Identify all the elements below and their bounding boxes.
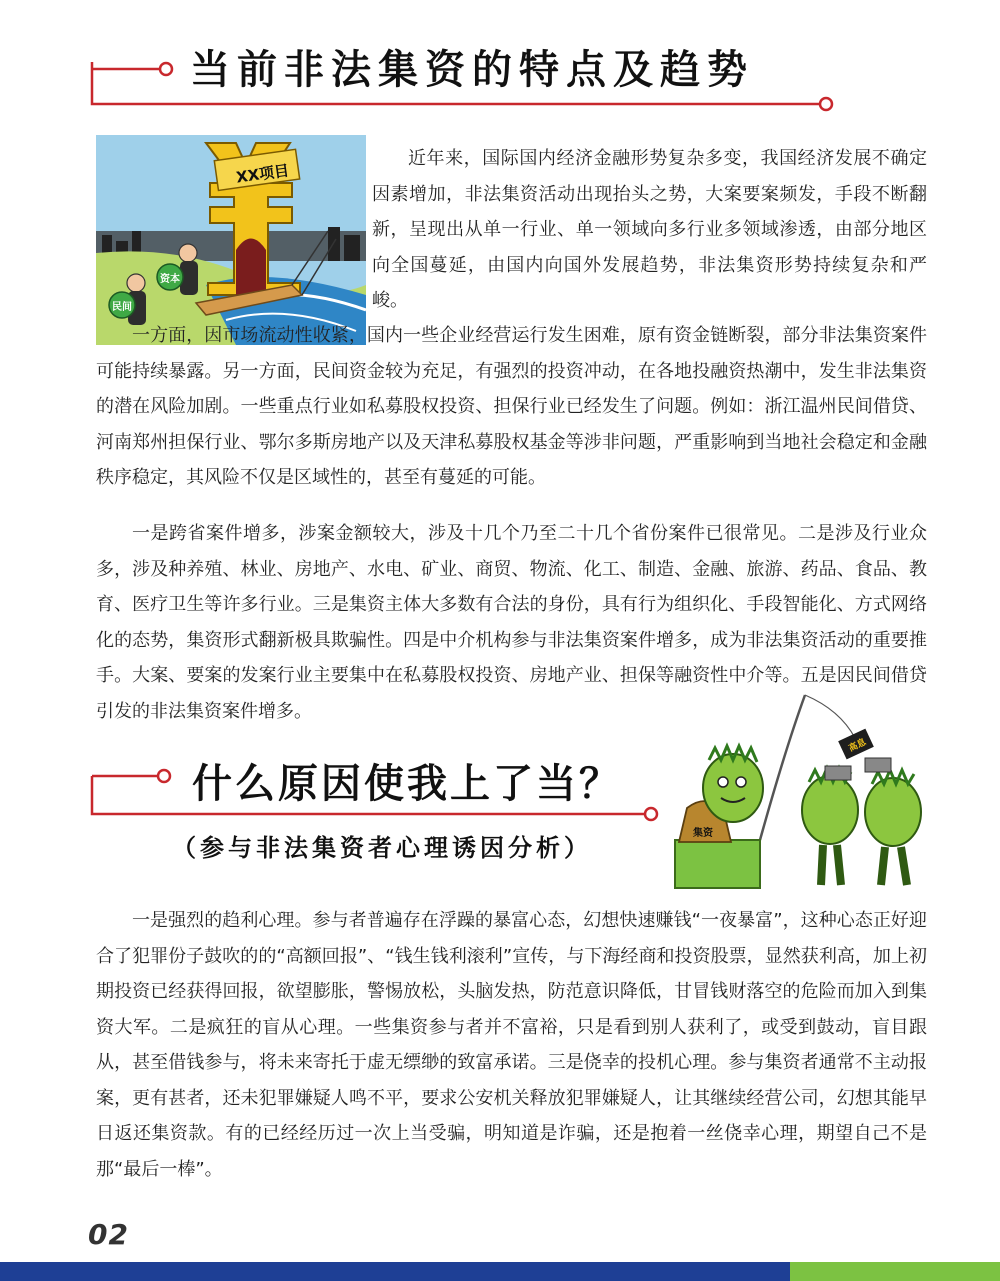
section1-paragraph-3: 一是跨省案件增多，涉案金额较大，涉及十几个乃至二十几个省份案件已很常见。二是涉及行业众多，涉及种养殖、林业、房地产、水电、矿业、商贸、物流、化工、制造、金融、旅游、药品、食品、教育、医疗卫生等许多行业。三是集资主体大多数有合法的身份，具有行为组织化、手段智能化、方式网络化的态势，集资形式翻新极具欺骗性。四是中介机构参与非法集资案件增多，成为非法集资活动的重要推手。大案、要案的发案行业主要集中在私募股权投资、房地产业、担保等融资性中介等。五是因民间借贷引发的非法集资案件增多。 [96,523,927,722]
page-number: 02 [88,1218,129,1251]
section1-paragraph-2: 一方面，因市场流动性收紧，国内一些企业经营运行发生困难，原有资金链断裂，部分非法集资案件可能持续暴露。另一方面，民间资金较为充足，有强烈的投资冲动，在各地投融资热潮中，发生非法集资的潜在风险加剧。一些重点行业如私募股权投资、担保行业已经发生了问题。例如：浙江温州民间借贷、河南郑州担保行业、鄂尔多斯房地产以及天津私募股权基金等涉非问题，严重影响到当地社会稳定和金融秩序稳定，其风险不仅是区域性的，甚至有蔓延的可能。 [96,325,927,488]
project-gate-illustration [96,135,366,345]
section2-illustration [665,690,940,895]
section1-paragraph-1: 近年来，国际国内经济金融形势复杂多变，我国经济发展不确定因素增加，非法集资活动出现抬头之势，大案要案频发，手段不断翻新，呈现出从单一行业、单一领域向多行业多领域渗透，由部分地区向全国蔓延，由国内向国外发展趋势，非法集资形势持续复杂和严峻。 [372,148,927,311]
bag-fundraising-text: 集资 [693,828,713,839]
section2-title: 什么原因使我上了当？ [192,761,622,807]
section2-heading [0,740,680,860]
section2-subtitle: （参与非法集资者心理诱因分析） [172,834,592,862]
section1-illustration [96,135,366,345]
section1-heading [0,0,1000,120]
section1-title: 当前非法集资的特点及趋势 [190,47,754,93]
bait-label-text: 高息 [847,737,868,755]
footer-stripe-green [790,1262,1000,1281]
bag-folk-text: 民间 [112,302,132,313]
project-sign-text: XX项目 [235,161,291,187]
footer-stripe-blue [0,1262,790,1281]
bag-capital-text: 资本 [160,274,180,285]
section2-paragraph-1: 一是强烈的趋利心理。参与者普遍存在浮躁的暴富心态，幻想快速赚钱“一夜暴富”，这种心态正好迎合了犯罪份子鼓吹的的“高额回报”、“钱生钱利滚利”宣传，与下海经商和投资股票，显然获利高，加上初期投资已经获得回报，欲望膨胀，警惕放松，头脑发热，防范意识降低，甘冒钱财落空的危险而加入到集资大军。二是疯狂的盲从心理。一些集资参与者并不富裕，只是看到别人获利了，或受到鼓动，盲目跟从，甚至借钱参与，将未来寄托于虚无缥缈的致富承诺。三是侥幸的投机心理。参与集资者通常不主动报案，更有甚者，还未犯罪嫌疑人鸣不平，要求公安机关释放犯罪嫌疑人，让其继续经营公司，幻想其能早日返还集资款。有的已经经历过一次上当受骗，明知道是诈骗，还是抱着一丝侥幸心理，期望自己不是那“最后一棒”。 [96,910,927,1180]
bait-fishing-illustration [665,690,940,895]
